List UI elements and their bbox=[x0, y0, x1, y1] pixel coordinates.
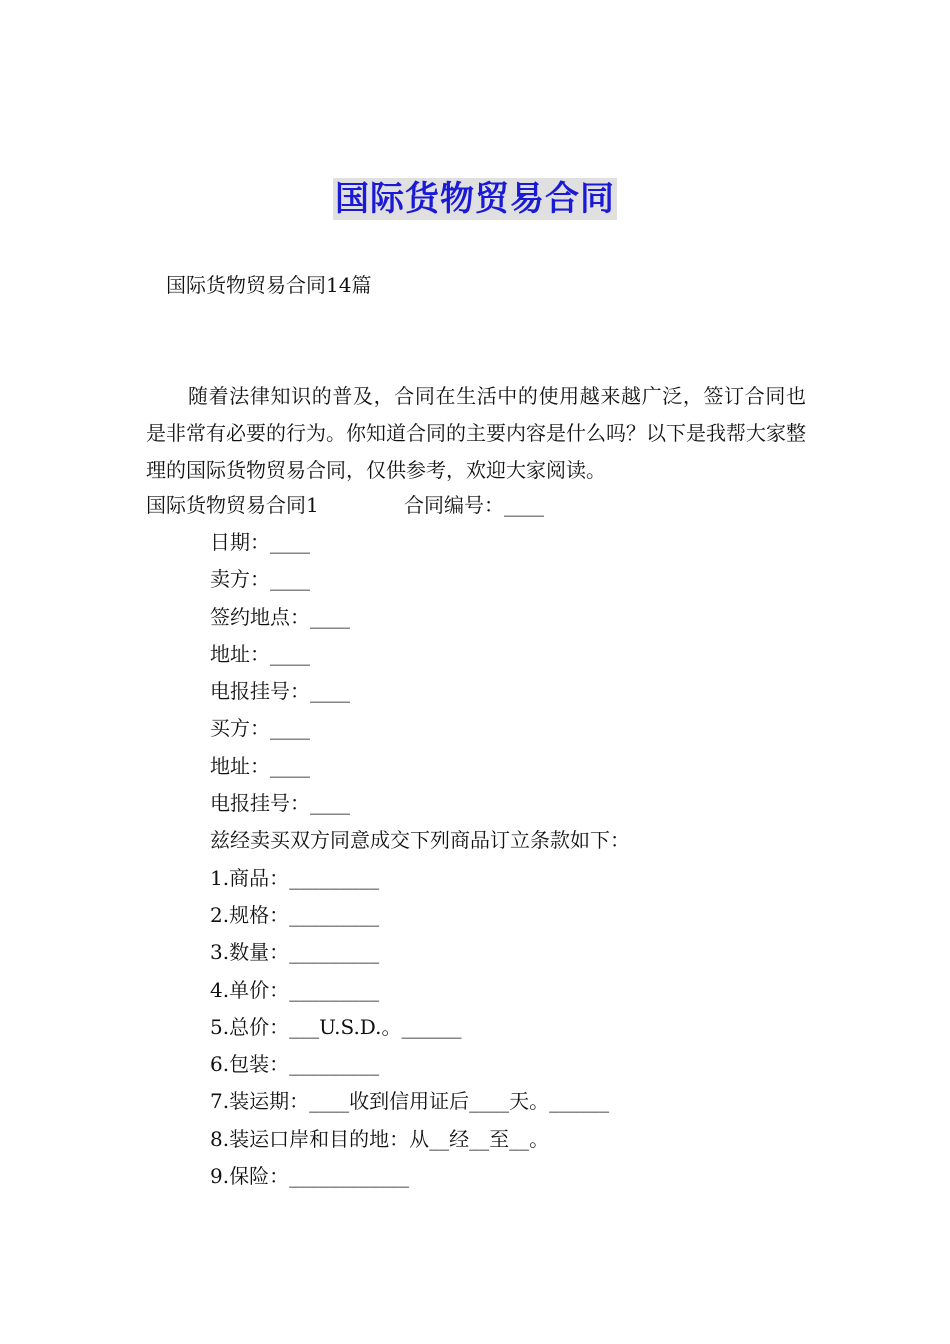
section-heading: 国际货物贸易合同1 bbox=[146, 493, 319, 517]
title-container bbox=[0, 178, 950, 220]
field-seller: 卖方：____ bbox=[210, 567, 310, 592]
section-heading-row bbox=[146, 490, 544, 520]
field-buyer: 买方：____ bbox=[210, 716, 310, 741]
document-subtitle: 国际货物贸易合同14篇 bbox=[166, 273, 372, 297]
field-buyer-address: 地址：____ bbox=[210, 753, 310, 778]
contract-field-list bbox=[210, 527, 630, 1198]
term-specification: 2.规格：_________ bbox=[210, 902, 380, 927]
field-seller-address: 地址：____ bbox=[210, 641, 310, 666]
document-title: 国际货物贸易合同 bbox=[335, 179, 615, 219]
field-signing-place: 签约地点：____ bbox=[210, 604, 350, 629]
term-total-price: 5.总价：___U.S.D.。______ bbox=[210, 1014, 462, 1039]
term-ports: 8.装运口岸和目的地：从__经__至__。 bbox=[210, 1126, 550, 1151]
term-packing: 6.包装：_________ bbox=[210, 1052, 380, 1077]
intro-paragraph: 随着法律知识的普及，合同在生活中的使用越来越广泛，签订合同也是非常有必要的行为。你知道合同的主要内容是什么吗？以下是我帮大家整理的国际货物贸易合同，仅供参考，欢迎大家阅读。 bbox=[146, 384, 806, 482]
term-quantity: 3.数量：_________ bbox=[210, 940, 380, 965]
term-insurance: 9.保险：____________ bbox=[210, 1164, 410, 1189]
term-shipment-time: 7.装运期：____收到信用证后____天。______ bbox=[210, 1089, 610, 1114]
contract-number-field: 合同编号：____ bbox=[404, 493, 544, 517]
field-date: 日期：____ bbox=[210, 530, 310, 554]
field-buyer-cable: 电报挂号：____ bbox=[210, 791, 350, 816]
field-seller-cable: 电报挂号：____ bbox=[210, 679, 350, 704]
term-commodity: 1.商品：_________ bbox=[210, 865, 380, 890]
terms-intro: 兹经卖买双方同意成交下列商品订立条款如下： bbox=[210, 828, 630, 853]
term-unit-price: 4.单价：_________ bbox=[210, 977, 380, 1002]
